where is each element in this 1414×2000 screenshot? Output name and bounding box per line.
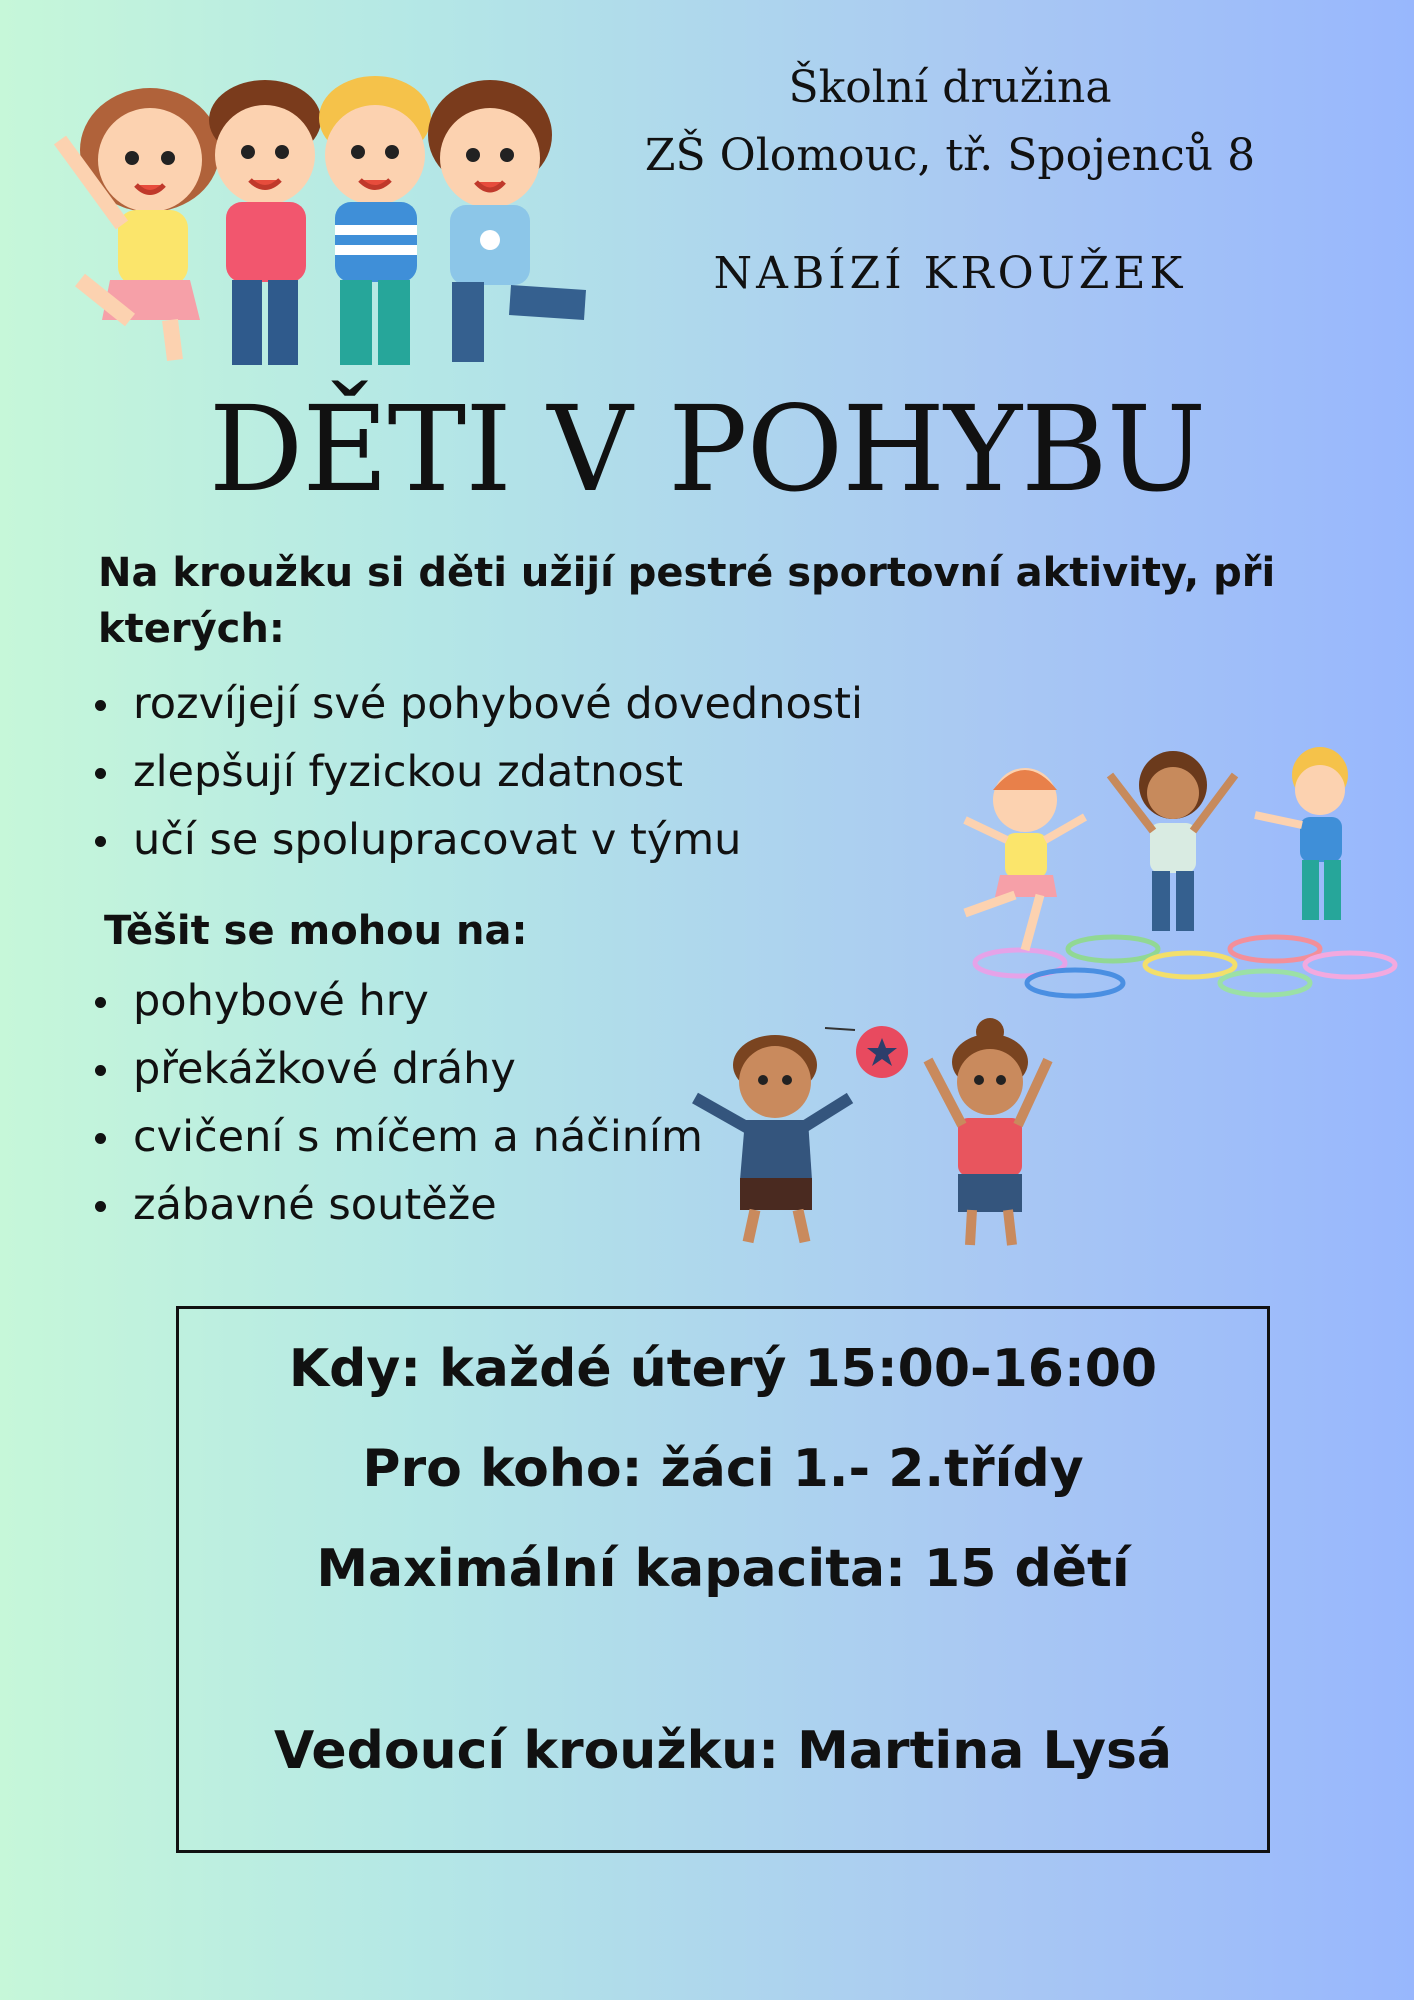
activities-list (95, 967, 703, 1239)
info-box (176, 1306, 1270, 1853)
school-name: Školní družina (788, 62, 1112, 113)
leader-text: Vedoucí kroužku: Martina Lysá (273, 1721, 1173, 1781)
audience-text: Pro koho: žáci 1.- 2.třídy (362, 1439, 1084, 1499)
list-item: rozvíjejí své pohybové dovednosti (95, 670, 863, 738)
list-item: překážkové dráhy (95, 1035, 703, 1103)
list-item: pohybové hry (95, 967, 703, 1035)
schedule-text: Kdy: každé úterý 15:00-16:00 (288, 1339, 1158, 1399)
page-title: DĚTI V POHYBU (208, 380, 1206, 518)
list-item: zlepšují fyzickou zdatnost (95, 738, 863, 806)
school-address: ZŠ Olomouc, tř. Spojenců 8 (644, 130, 1256, 181)
list-item: zábavné soutěže (95, 1171, 703, 1239)
benefits-list (95, 670, 863, 874)
intro-text: Na kroužku si děti užijí pestré sportovní aktivity, při kterých: (98, 550, 1276, 652)
capacity-text: Maximální kapacita: 15 dětí (316, 1539, 1130, 1599)
children-ball-illustration (690, 1010, 1070, 1260)
list-item: cvičení s míčem a náčiním (95, 1103, 703, 1171)
list-item: učí se spolupracovat v týmu (95, 806, 863, 874)
offer-heading: NABÍZÍ KROUŽEK (713, 248, 1187, 299)
four-children-illustration (40, 40, 640, 380)
activities-heading: Těšit se mohou na: (104, 908, 528, 954)
children-hoops-illustration (945, 745, 1400, 1005)
